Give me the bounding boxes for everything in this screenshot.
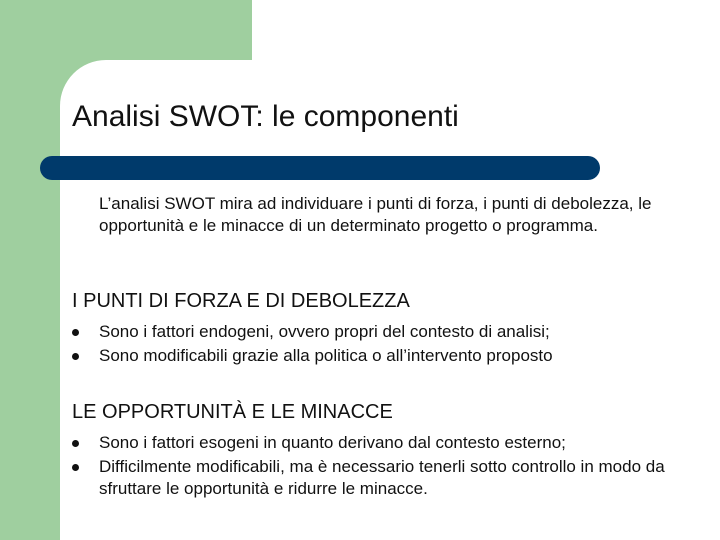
bullet-text: Sono modificabili grazie alla politica o all’intervento proposto (99, 346, 553, 365)
list-item (72, 345, 672, 367)
section-heading-opportunities-threats: LE OPPORTUNITÀ E LE MINACCE (72, 401, 393, 423)
bullet-text: Difficilmente modificabili, ma è necessario tenerli sotto controllo in modo da sfruttare le opportunità e ridurre le minacce. (99, 457, 665, 498)
bullet-text: Sono i fattori endogeni, ovvero propri del contesto di analisi; (99, 322, 550, 341)
list-item (72, 321, 672, 343)
slide-title: Analisi SWOT: le componenti (72, 100, 459, 133)
bullet-dot-icon (72, 329, 79, 336)
intro-paragraph: L’analisi SWOT mira ad individuare i punti di forza, i punti di debolezza, le opportunità e le minacce di un determinato progetto o programma. (99, 194, 652, 235)
list-item (72, 432, 672, 454)
bullet-text: Sono i fattori esogeni in quanto derivano dal contesto esterno; (99, 433, 566, 452)
bullet-dot-icon (72, 440, 79, 447)
section-heading-strengths-weaknesses: I PUNTI DI FORZA E DI DEBOLEZZA (72, 290, 410, 312)
title-underline-bar (40, 156, 600, 180)
bullet-list-opportunities-threats (72, 432, 672, 502)
list-item (72, 456, 672, 500)
bullet-dot-icon (72, 353, 79, 360)
bullet-dot-icon (72, 464, 79, 471)
bullet-list-strengths-weaknesses (72, 321, 672, 369)
